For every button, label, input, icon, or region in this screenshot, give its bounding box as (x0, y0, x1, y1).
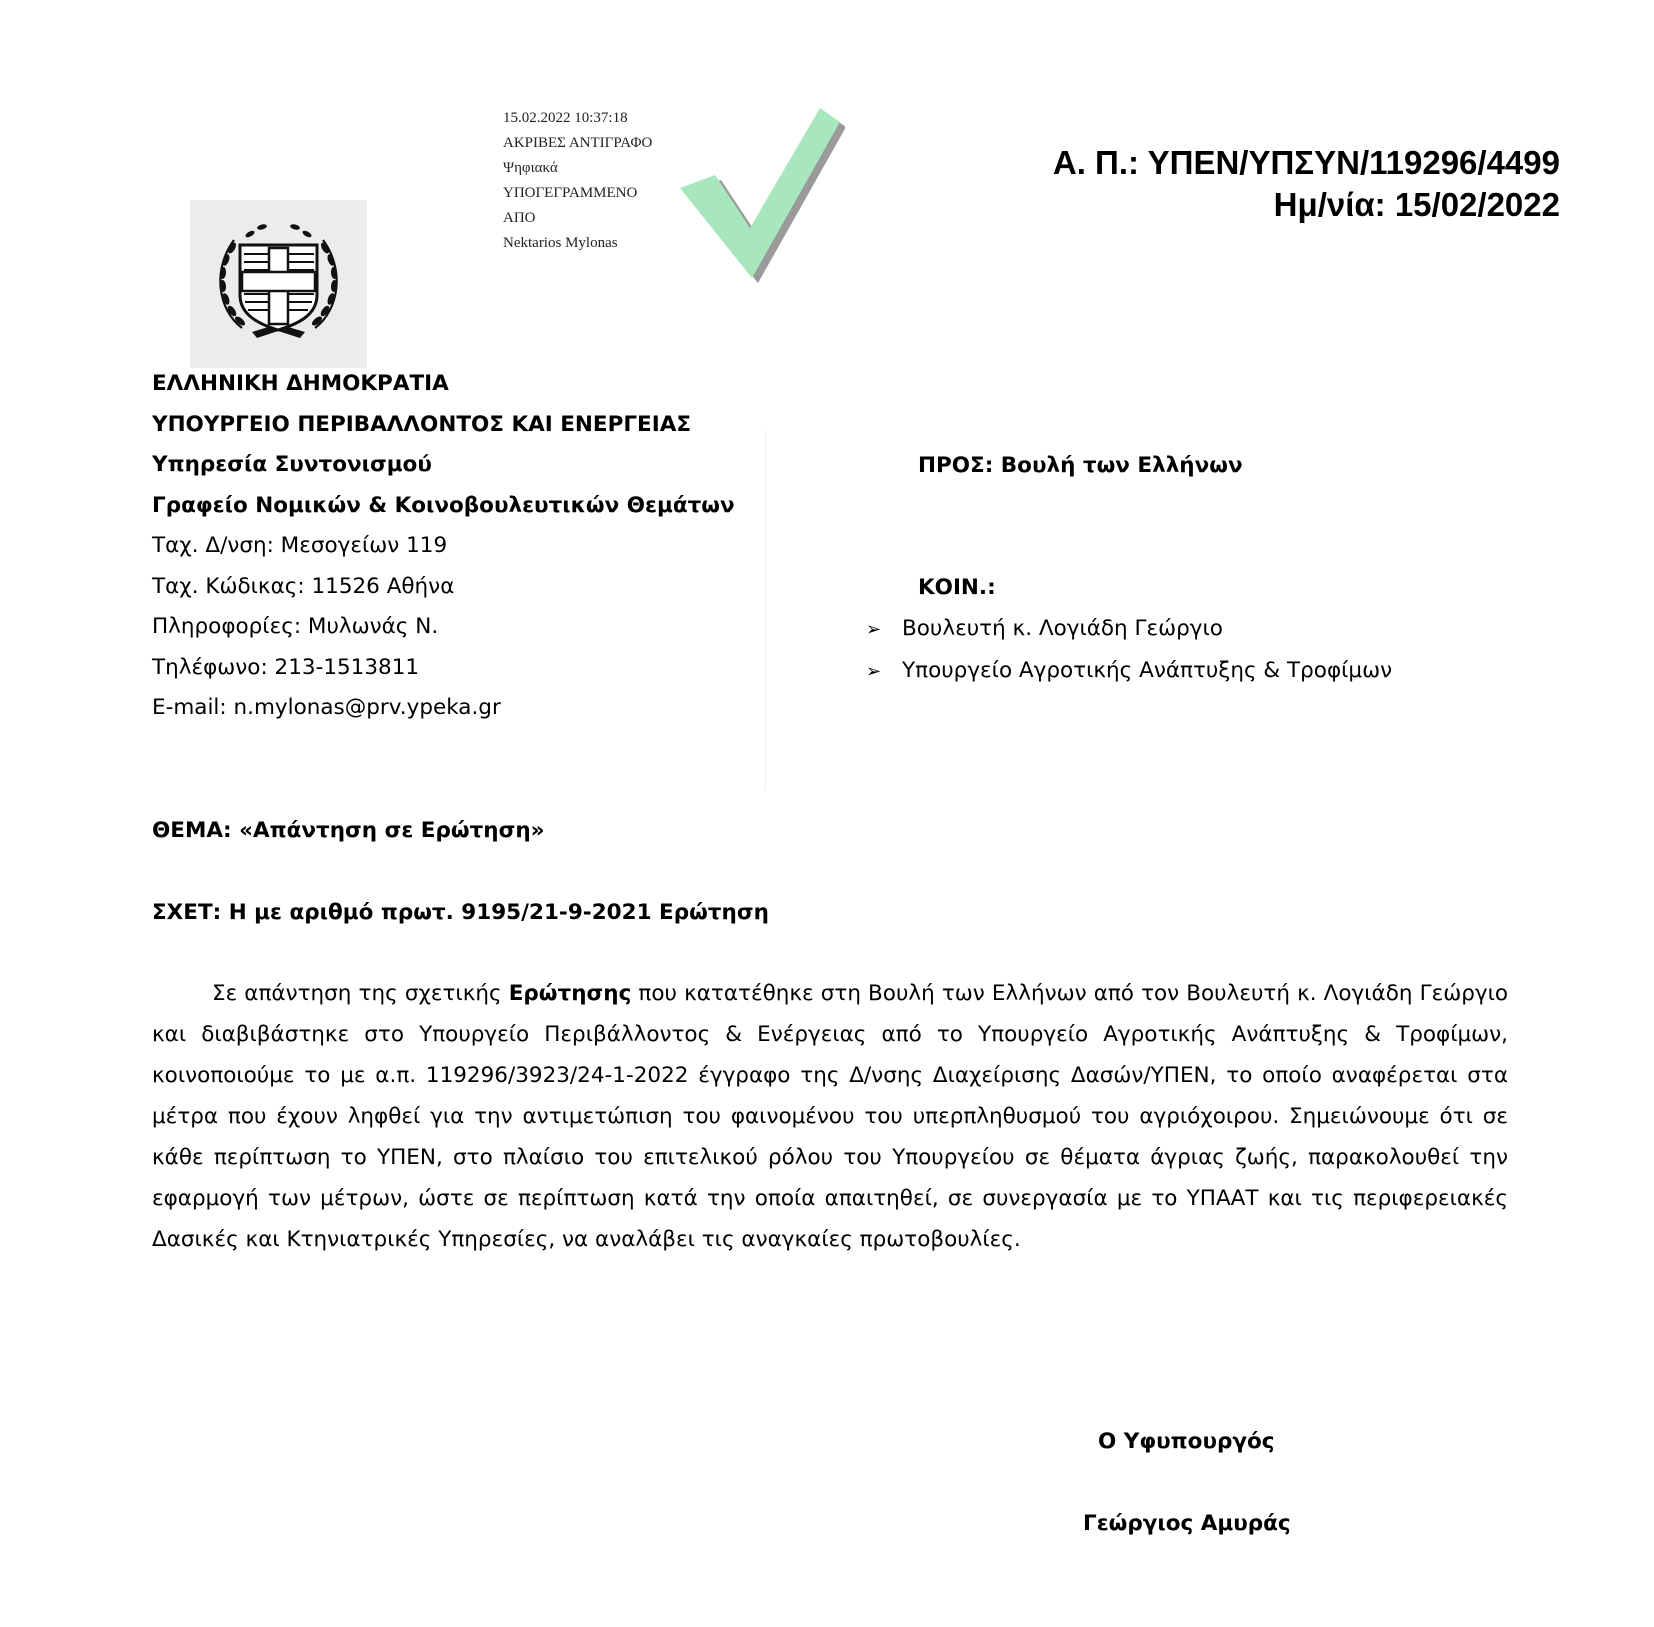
sender-block (152, 364, 735, 729)
signature-datetime: 15.02.2022 10:37:18 (503, 110, 628, 126)
recipient-cc-label: ΚΟΙΝ.: (918, 575, 996, 600)
coat-of-arms-emblem (190, 200, 367, 368)
sender-email: E-mail: n.mylonas@prv.ypeka.gr (152, 695, 501, 720)
cc-recipient-2: Υπουργείο Αγροτικής Ανάπτυξης & Τροφίμων (902, 657, 1393, 683)
sender-country: ΕΛΛΗΝΙΚΗ ΔΗΜΟΚΡΑΤΙΑ (152, 371, 449, 396)
reference: ΣΧΕΤ: Η με αριθμό πρωτ. 9195/21-9-2021 Ερώτηση (152, 900, 769, 925)
sender-address: Ταχ. Δ/νση: Μεσογείων 119 (152, 533, 448, 558)
body-paragraph (152, 973, 1508, 1260)
protocol-date: Ημ/νία: 15/02/2022 (1273, 186, 1560, 223)
recipient-cc-list (866, 609, 1392, 692)
signature-line-4: ΑΠΟ (503, 210, 536, 226)
body-emphasis: Ερώτησης (508, 981, 632, 1006)
closing-name: Γεώργιος Αμυράς (1083, 1511, 1291, 1536)
column-divider (765, 430, 766, 790)
signature-signer: Nektarios Mylonas (503, 235, 618, 251)
body-text-before: Σε απάντηση της σχετικής (212, 981, 509, 1006)
protocol-block (860, 142, 1560, 226)
signature-line-3: ΥΠΟΓΕΓΡΑΜΜΕΝΟ (503, 185, 638, 201)
arrow-bullet-icon: ➢ (866, 619, 882, 640)
sender-postcode: Ταχ. Κώδικας: 11526 Αθήνα (152, 573, 455, 599)
closing-title: Ο Υφυπουργός (1098, 1429, 1275, 1454)
arrow-bullet-icon: ➢ (866, 660, 882, 682)
sender-service: Υπηρεσία Συντονισμού (152, 452, 432, 477)
sender-phone: Τηλέφωνο: 213-1513811 (152, 654, 420, 680)
list-item (866, 609, 1392, 651)
list-item (866, 651, 1392, 693)
signature-line-2: Ψηφιακά (503, 160, 558, 176)
signature-checkmark-icon (670, 100, 845, 285)
recipient-to: ΠΡΟΣ: Βουλή των Ελλήνων (918, 453, 1243, 478)
protocol-number: Α. Π.: ΥΠΕΝ/ΥΠΣΥΝ/119296/4499 (1052, 144, 1560, 181)
body-text-after: που κατατέθηκε στη Βουλή των Ελλήνων από τον Βουλευτή κ. Λογιάδη Γεώργιο και διαβιβάστηκε στο Υπουργείο Περιβάλλοντος & Ενέργειας από το Υπουργείο Αγροτικής Ανάπτυξης & Τροφίμων, κοινοποιούμε το με α.π. 119296/3923/24-1-2022 έγγραφο της Δ/νσης Διαχείρισης Δασών/ΥΠΕΝ, το οποίο αναφέρεται στα μέτρα που έχουν ληφθεί για την αντιμετώπιση του φαινομένου του υπερπληθυσμού του αγριόχοιρου. Σημειώνουμε ότι σε κάθε περίπτωση το ΥΠΕΝ, στο πλαίσιο του επιτελικού ρόλου του Υπουργείου σε θέματα άγριας ζωής, παρακολουθεί την εφαρμογή των μέτρων, ώστε σε περίπτωση κατά την οποία απαιτηθεί, σε συνεργασία με το ΥΠΑΑΤ και τις περιφερειακές Δασικές και Κτηνιατρικές Υπηρεσίες, να αναλάβει τις αναγκαίες πρωτοβουλίες. (152, 981, 1508, 1252)
sender-info: Πληροφορίες: Μυλωνάς Ν. (152, 614, 439, 639)
digital-signature-stamp (503, 106, 693, 256)
coat-of-arms-icon (190, 200, 367, 368)
cc-recipient-1: Βουλευτή κ. Λογιάδη Γεώργιο (902, 616, 1223, 641)
sender-office: Γραφείο Νομικών & Κοινοβουλευτικών Θεμάτων (152, 492, 735, 518)
signature-line-1: ΑΚΡΙΒΕΣ ΑΝΤΙΓΡΑΦΟ (503, 135, 653, 151)
subject: ΘΕΜΑ: «Απάντηση σε Ερώτηση» (152, 818, 545, 843)
sender-ministry: ΥΠΟΥΡΓΕΙΟ ΠΕΡΙΒΑΛΛΟΝΤΟΣ ΚΑΙ ΕΝΕΡΓΕΙΑΣ (152, 411, 692, 437)
